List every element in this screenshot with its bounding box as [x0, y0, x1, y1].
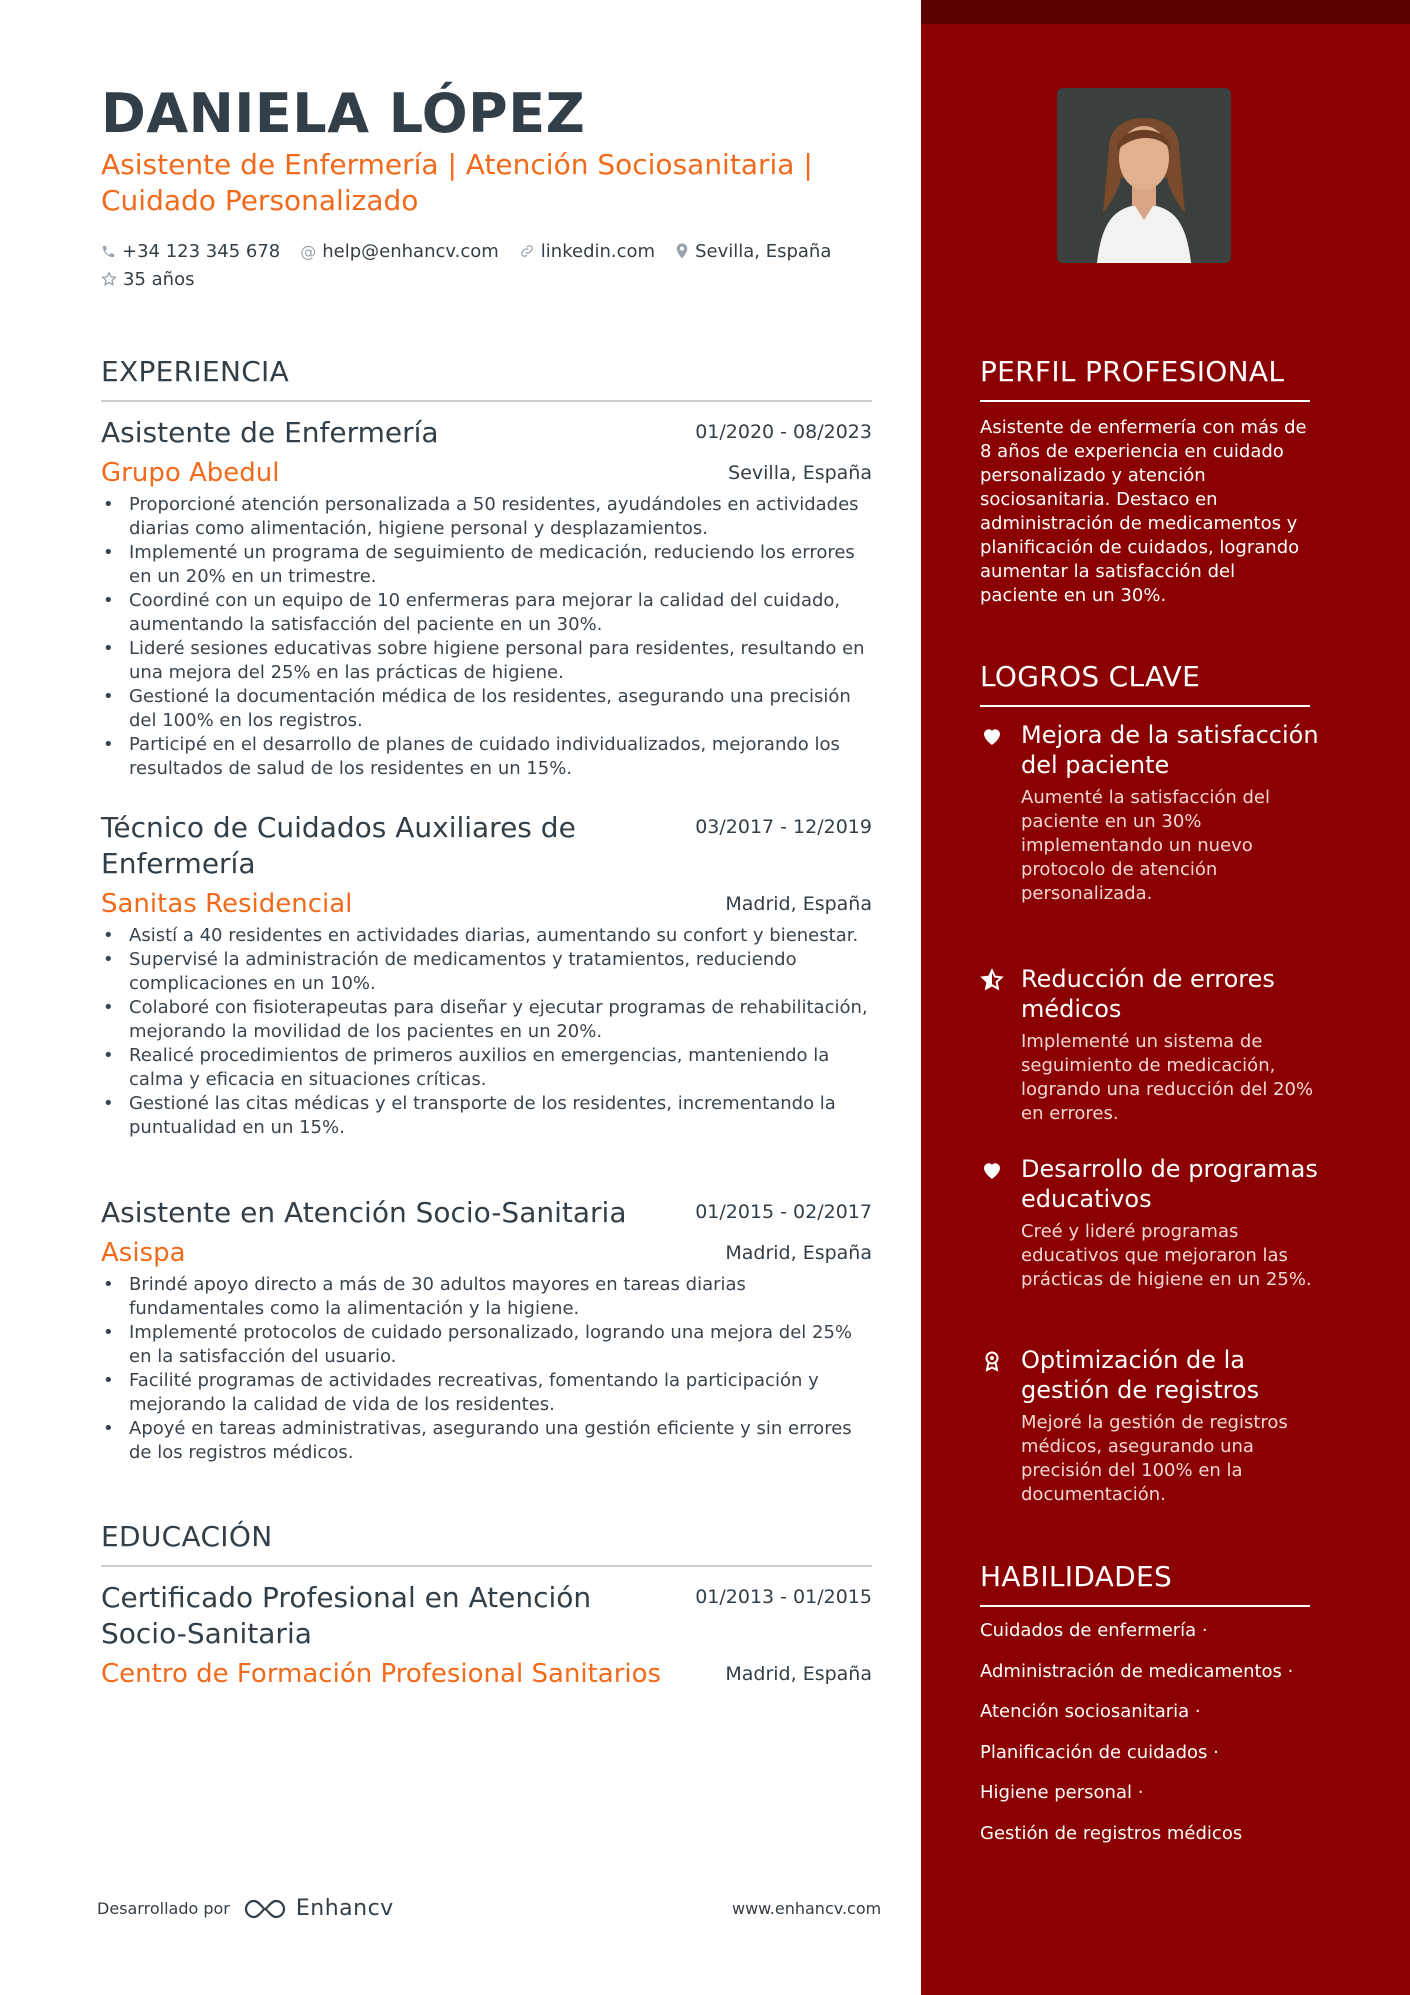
contact-location: Sevilla, España	[675, 241, 831, 262]
job-company: Sanitas Residencial	[101, 889, 353, 919]
job-location: Madrid, España	[725, 1242, 872, 1264]
education-location: Madrid, España	[725, 1663, 872, 1685]
job-company: Grupo Abedul	[101, 458, 280, 488]
achievement-desc: Implementé un sistema de seguimiento de medicación, logrando una reducción del 20% en errores.	[1021, 1031, 1314, 1124]
bullet-item: • Colaboré con fisioterapeutas para diseñar y ejecutar programas de rehabilitación, mejorando la movilidad de los pacientes en un 20%.	[101, 996, 872, 1044]
experience-divider	[101, 400, 872, 402]
powered-by-label: Desarrollado por	[97, 1899, 230, 1918]
phone-icon	[101, 244, 116, 259]
achievements-title: LOGROS CLAVE	[980, 660, 1201, 693]
education-dates: 01/2013 - 01/2015	[695, 1586, 872, 1608]
education-entry	[101, 1580, 872, 1692]
brand-name[interactable]: Enhancv	[295, 1896, 394, 1921]
achievement-desc: Mejoré la gestión de registros médicos, asegurando una precisión del 100% en la documentación.	[1021, 1412, 1288, 1505]
skill-item: Higiene personal ·	[980, 1782, 1144, 1803]
job-location: Sevilla, España	[728, 462, 872, 484]
bullet-item: • Realicé procedimientos de primeros auxilios en emergencias, manteniendo la calma y eficacia en situaciones críticas.	[101, 1044, 872, 1092]
location-pin-icon	[675, 243, 689, 260]
job-bullets	[101, 1273, 872, 1465]
contact-age: 35 años	[101, 269, 194, 290]
skills-divider	[980, 1605, 1310, 1607]
job-company: Asispa	[101, 1238, 186, 1268]
bullet-item: • Implementé protocolos de cuidado personalizado, logrando una mejora del 25% en la satisfacción del usuario.	[101, 1321, 872, 1369]
candidate-headline: Asistente de Enfermería | Atención Sociosanitaria | Cuidado Personalizado	[101, 148, 813, 217]
education-divider	[101, 1565, 872, 1567]
contact-info	[101, 237, 881, 293]
school-name: Centro de Formación Profesional Sanitarios	[101, 1659, 662, 1689]
bullet-item: • Apoyé en tareas administrativas, asegurando una gestión eficiente y sin errores de los registros médicos.	[101, 1417, 872, 1465]
achievement-title: Reducción de errores médicos	[1021, 965, 1275, 1023]
achievements-divider	[980, 705, 1310, 707]
skill-item: Cuidados de enfermería ·	[980, 1620, 1208, 1641]
job-dates: 01/2015 - 02/2017	[695, 1201, 872, 1223]
achievement-item	[980, 720, 1320, 906]
bullet-item: • Brindé apoyo directo a más de 30 adultos mayores en tareas diarias fundamentales como la alimentación y la higiene.	[101, 1273, 872, 1321]
footer-branding	[97, 1896, 394, 1921]
job-entry	[101, 415, 872, 781]
job-location: Madrid, España	[725, 893, 872, 915]
job-title: Asistente de Enfermería	[101, 416, 439, 449]
education-title: EDUCACIÓN	[101, 1520, 273, 1553]
skill-item: Gestión de registros médicos	[980, 1822, 1243, 1844]
job-title: Asistente en Atención Socio-Sanitaria	[101, 1196, 627, 1229]
achievement-item	[980, 1154, 1320, 1292]
achievement-item	[980, 1345, 1320, 1507]
bullet-item: • Gestioné la documentación médica de los residentes, asegurando una precisión del 100% en los registros.	[101, 685, 872, 733]
achievement-title: Mejora de la satisfacción del paciente	[1021, 721, 1319, 779]
star-outline-icon	[101, 271, 117, 287]
bullet-item: • Lideré sesiones educativas sobre higiene personal para residentes, resultando en una mejora del 25% en las prácticas de higiene.	[101, 637, 872, 685]
job-entry	[101, 810, 872, 1140]
profile-divider	[980, 400, 1310, 402]
bullet-item: • Facilité programas de actividades recreativas, fomentando la participación y mejorando la calidad de vida de los residentes.	[101, 1369, 872, 1417]
footer-website[interactable]: www.enhancv.com	[732, 1899, 882, 1918]
bullet-item: • Implementé un programa de seguimiento de medicación, reduciendo los errores en un 20% en un trimestre.	[101, 541, 872, 589]
bullet-item: • Participé en el desarrollo de planes de cuidado individualizados, mejorando los resultados de salud de los residentes en un 15%.	[101, 733, 872, 781]
heart-icon	[980, 724, 1004, 748]
job-entry	[101, 1195, 872, 1465]
contact-email[interactable]: @ help@enhancv.com	[300, 240, 499, 262]
candidate-name: DANIELA LÓPEZ	[101, 82, 586, 145]
skill-item: Administración de medicamentos ·	[980, 1660, 1294, 1682]
skill-item: Atención sociosanitaria ·	[980, 1701, 1201, 1722]
skills-list	[980, 1620, 1320, 1863]
link-icon	[519, 243, 535, 259]
bullet-item: • Proporcioné atención personalizada a 50 residentes, ayudándoles en actividades diarias como alimentación, higiene personal y desplazamientos.	[101, 493, 872, 541]
at-icon: @	[300, 241, 317, 261]
job-bullets	[101, 493, 872, 781]
bullet-item: • Asistí a 40 residentes en actividades diarias, aumentando su confort y bienestar.	[101, 924, 872, 948]
star-half-icon	[980, 968, 1004, 992]
achievement-item	[980, 964, 1320, 1126]
profile-photo	[1057, 88, 1231, 263]
job-title: Técnico de Cuidados Auxiliares de Enfermería	[101, 811, 576, 880]
job-bullets	[101, 924, 872, 1140]
degree-title: Certificado Profesional en Atención Socio-Sanitaria	[101, 1581, 592, 1650]
achievement-title: Desarrollo de programas educativos	[1021, 1155, 1318, 1213]
bullet-item: • Supervisé la administración de medicamentos y tratamientos, reduciendo complicaciones en un 10%.	[101, 948, 872, 996]
skill-item: Planificación de cuidados ·	[980, 1741, 1219, 1763]
sidebar-top-bar	[921, 0, 1410, 24]
bullet-item: • Gestioné las citas médicas y el transporte de los residentes, incrementando la puntualidad en un 15%.	[101, 1092, 872, 1140]
profile-title: PERFIL PROFESIONAL	[980, 355, 1285, 388]
skills-title: HABILIDADES	[980, 1560, 1173, 1593]
profile-summary: Asistente de enfermería con más de 8 años de experiencia en cuidado personalizado y atención sociosanitaria. Destaco en administración de medicamentos y planificación de cuidados, logrando aumentar la satisfacción del paciente en un 30%.	[980, 417, 1307, 606]
heart-icon	[980, 1158, 1004, 1182]
job-dates: 03/2017 - 12/2019	[695, 816, 872, 838]
award-icon	[980, 1349, 1004, 1373]
contact-phone[interactable]: +34 123 345 678	[101, 241, 280, 262]
contact-linkedin[interactable]: linkedin.com	[519, 241, 655, 262]
achievement-desc: Creé y lideré programas educativos que mejoraron las prácticas de higiene en un 25%.	[1021, 1221, 1312, 1290]
experience-title: EXPERIENCIA	[101, 355, 290, 388]
bullet-item: • Coordiné con un equipo de 10 enfermeras para mejorar la calidad del cuidado, aumentando la satisfacción del paciente en un 30%.	[101, 589, 872, 637]
enhancv-logo-icon[interactable]	[242, 1898, 288, 1920]
job-dates: 01/2020 - 08/2023	[695, 421, 872, 443]
achievement-desc: Aumenté la satisfacción del paciente en un 30% implementando un nuevo protocolo de atención personalizada.	[1021, 787, 1270, 904]
achievement-title: Optimización de la gestión de registros	[1021, 1346, 1260, 1404]
